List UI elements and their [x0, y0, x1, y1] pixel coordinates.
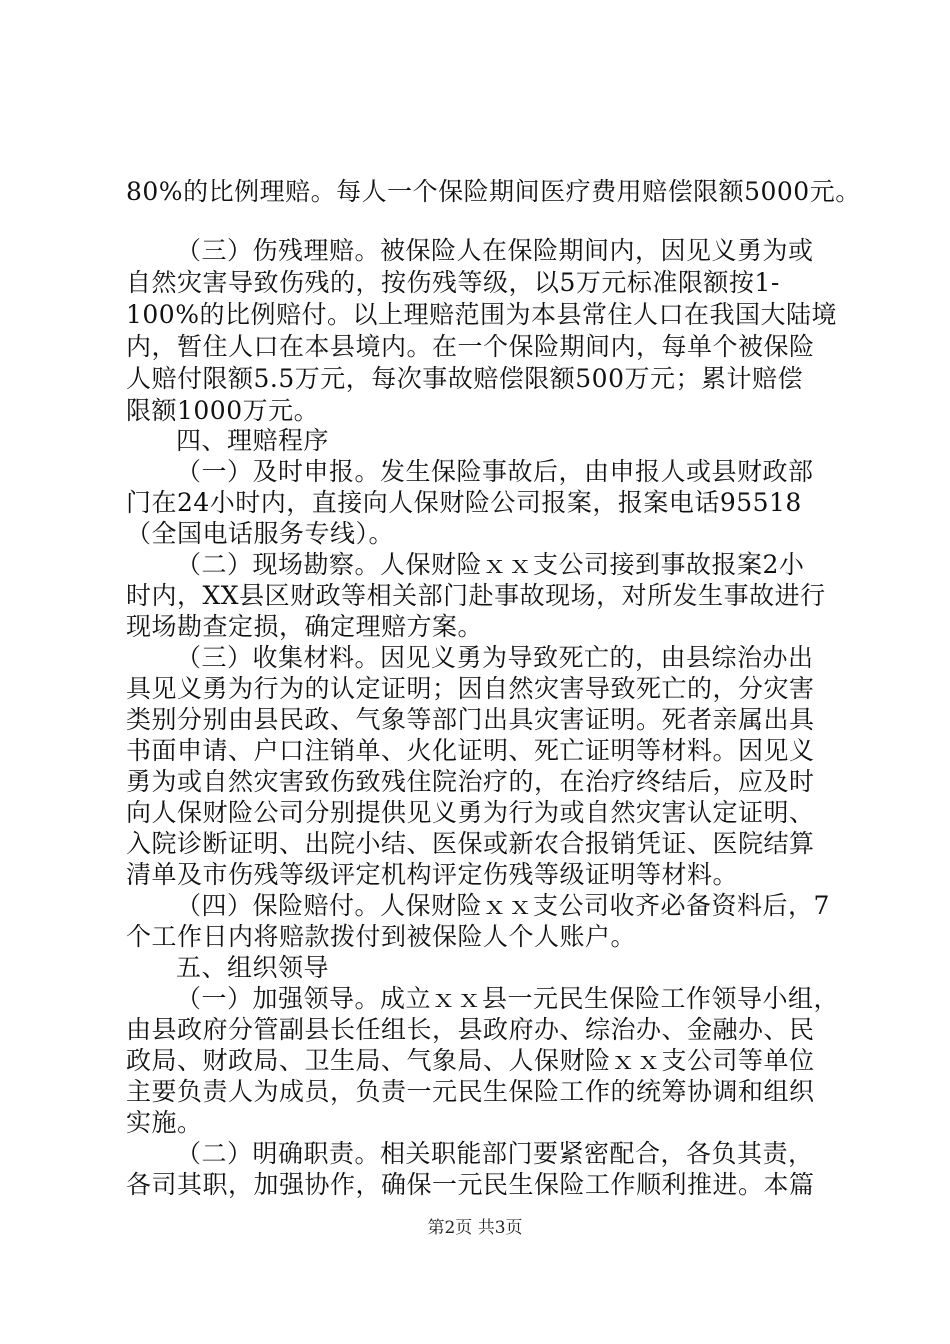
text-line: 勇为或自然灾害致伤致残住院治疗的，在治疗终结后，应及时 [126, 767, 815, 796]
text-line: 向人保财险公司分别提供见义勇为行为或自然灾害认定证明、 [126, 798, 815, 827]
text-line: 由县政府分管副县长任组长，县政府办、综治办、金融办、民 [126, 1015, 815, 1044]
text-line: 时内，XX县区财政等相关部门赴事故现场，对所发生事故进行 [126, 581, 826, 610]
text-line: 人赔付限额5.5万元，每次事故赔偿限额500万元；累计赔偿 [126, 364, 803, 393]
text-line: （一）及时申报。发生保险事故后，由申报人或县财政部 [176, 457, 814, 486]
text-line: 入院诊断证明、出院小结、医保或新农合报销凭证、医院结算 [126, 829, 815, 858]
text-line: 实施。 [126, 1108, 203, 1137]
text-line: 现场勘查定损，确定理赔方案。 [126, 612, 484, 641]
text-line: 80%的比例理赔。每人一个保险期间医疗费用赔偿限额5000元。 [126, 177, 861, 206]
text-line: 主要负责人为成员，负责一元民生保险工作的统筹协调和组织 [126, 1077, 815, 1106]
text-line: 类别分别由县民政、气象等部门出具灾害证明。死者亲属出具 [126, 705, 815, 734]
text-line: 限额1000万元。 [126, 396, 320, 425]
text-line: （三）伤残理赔。被保险人在保险期间内，因见义勇为或 [176, 236, 814, 265]
page-number-footer: 第2页 共3页 [427, 1218, 523, 1238]
section-heading: 五、组织领导 [176, 953, 330, 982]
text-line: （四）保险赔付。人保财险ｘｘ支公司收齐必备资料后，7 [176, 891, 830, 920]
text-line: 政局、财政局、卫生局、气象局、人保财险ｘｘ支公司等单位 [126, 1046, 815, 1075]
text-line: 个工作日内将赔款拨付到被保险人个人账户。 [126, 922, 637, 951]
text-line: （一）加强领导。成立ｘｘ县一元民生保险工作领导小组， [176, 984, 840, 1013]
text-line: 内，暂住人口在本县境内。在一个保险期间内，每单个被保险 [126, 332, 815, 361]
text-line: 清单及市伤残等级评定机构评定伤残等级证明等材料。 [126, 860, 739, 889]
text-line: 100%的比例赔付。以上理赔范围为本县常住人口在我国大陆境 [126, 300, 837, 329]
section-heading: 四、理赔程序 [176, 426, 330, 455]
text-line: （二）明确职责。相关职能部门要紧密配合，各负其责， [176, 1139, 814, 1168]
text-line: （全国电话服务专线）。 [126, 519, 395, 548]
text-line: （三）收集材料。因见义勇为导致死亡的，由县综治办出 [176, 643, 814, 672]
text-line: 自然灾害导致伤残的，按伤残等级，以5万元标准限额按1- [126, 268, 780, 297]
text-line: 各司其职，加强协作，确保一元民生保险工作顺利推进。本篇 [126, 1170, 815, 1199]
text-line: 书面申请、户口注销单、火化证明、死亡证明等材料。因见义 [126, 736, 815, 765]
text-line: 具见义勇为行为的认定证明；因自然灾害导致死亡的，分灾害 [126, 674, 815, 703]
text-line: （二）现场勘察。人保财险ｘｘ支公司接到事故报案2小 [176, 550, 805, 579]
text-line: 门在24小时内，直接向人保财险公司报案，报案电话95518 [126, 488, 802, 517]
